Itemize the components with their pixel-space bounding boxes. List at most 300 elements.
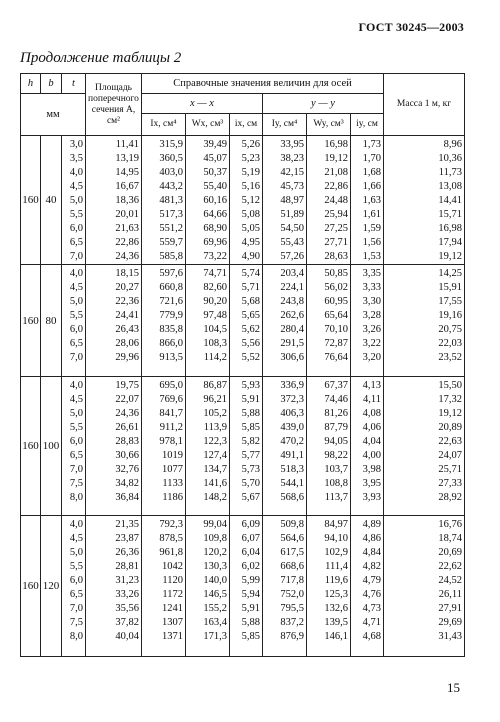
value-thickness: 6,0 [69,223,83,234]
value-mass: 20,75 [438,324,463,335]
value-ix-moment: 792,3 [159,519,183,530]
value-mass: 19,12 [438,251,463,262]
value-area: 36,84 [115,492,139,503]
value-mass: 17,32 [438,394,463,405]
value-wx-modulus: 113,9 [203,422,227,433]
value-ix-moment: 443,2 [159,181,183,192]
column-iy-moment [263,377,307,516]
column-thickness [62,136,86,265]
value-wy-modulus: 76,64 [324,352,348,363]
value-wx-modulus: 105,2 [203,408,227,419]
value-mass: 20,89 [438,422,463,433]
cell-h: 160 [21,136,41,265]
value-thickness: 5,0 [69,547,83,558]
value-iy-moment: 544,1 [280,478,304,489]
value-mass: 17,94 [438,237,463,248]
value-ix-moment: 841,7 [159,408,183,419]
value-ix-radius: 5,88 [241,408,260,419]
value-iy-moment: 876,9 [280,631,304,642]
value-wx-modulus: 155,2 [203,603,227,614]
value-ix-moment: 1120 [162,575,183,586]
value-area: 11,41 [115,139,139,150]
value-area: 32,76 [115,464,139,475]
standard-number: ГОСТ 30245—2003 [358,20,464,34]
value-ix-moment: 1186 [162,492,183,503]
value-iy-radius: 1,66 [362,181,382,192]
value-area: 28,83 [115,436,139,447]
value-thickness: 4,5 [69,394,83,405]
value-ix-radius: 5,74 [241,268,260,279]
value-mass: 19,12 [438,408,463,419]
value-wy-modulus: 21,08 [324,167,348,178]
value-wy-modulus: 103,7 [324,464,348,475]
value-ix-radius: 5,12 [241,195,260,206]
value-ix-radius: 5,65 [241,310,260,321]
value-area: 24,36 [115,251,139,262]
column-mass [384,265,465,377]
value-iy-radius: 1,68 [362,167,382,178]
value-thickness: 7,5 [69,617,83,628]
wy-modulus-header: Wy, см³ [307,114,351,136]
value-thickness: 5,5 [69,209,83,220]
value-ix-radius: 6,04 [241,547,260,558]
value-ix-radius: 5,73 [241,464,260,475]
value-thickness: 5,5 [69,561,83,572]
value-wy-modulus: 60,95 [324,296,348,307]
value-iy-moment: 57,26 [280,251,304,262]
value-iy-radius: 4,04 [362,436,382,447]
value-area: 31,23 [115,575,139,586]
value-iy-moment: 336,9 [280,380,304,391]
value-area: 29,96 [115,352,139,363]
value-iy-radius: 4,86 [362,533,382,544]
value-area: 40,04 [115,631,139,642]
cell-b: 120 [41,516,62,657]
value-iy-moment: 33,95 [280,139,304,150]
value-wy-modulus: 67,37 [324,380,348,391]
value-iy-radius: 3,33 [362,282,382,293]
value-thickness: 3,5 [69,153,83,164]
value-ix-radius: 5,71 [241,282,260,293]
column-iy-radius [351,265,384,377]
value-mass: 27,91 [438,603,463,614]
value-ix-radius: 5,91 [241,603,260,614]
value-thickness: 4,0 [69,519,83,530]
value-area: 26,43 [115,324,139,335]
value-wx-modulus: 127,4 [203,450,227,461]
value-ix-radius: 5,70 [241,478,260,489]
value-iy-radius: 3,35 [362,268,382,279]
value-iy-moment: 406,3 [280,408,304,419]
value-iy-radius: 4,11 [363,394,382,405]
col-b-header: b [41,74,62,94]
wx-modulus-header: Wx, см³ [186,114,230,136]
value-area: 18,15 [115,268,139,279]
value-iy-radius: 1,56 [362,237,382,248]
value-area: 24,41 [115,310,139,321]
value-area: 22,86 [115,237,139,248]
value-iy-moment: 280,4 [280,324,304,335]
col-h-header: h [21,74,41,94]
value-iy-moment: 45,73 [280,181,304,192]
value-wx-modulus: 96,21 [203,394,227,405]
value-iy-moment: 795,5 [280,603,304,614]
value-ix-moment: 559,7 [159,237,183,248]
profile-table [20,73,465,657]
value-mass: 24,52 [438,575,463,586]
axis-y-header: y — y [263,94,384,114]
value-wy-modulus: 50,85 [324,268,348,279]
value-iy-moment: 38,23 [280,153,304,164]
value-ix-radius: 5,08 [241,209,260,220]
value-mass: 19,16 [438,310,463,321]
value-ix-moment: 517,3 [159,209,183,220]
value-thickness: 5,0 [69,195,83,206]
value-thickness: 6,0 [69,436,83,447]
value-mass: 15,50 [438,380,463,391]
value-thickness: 7,0 [69,603,83,614]
value-iy-moment: 470,2 [280,436,304,447]
value-iy-moment: 203,4 [280,268,304,279]
value-mass: 22,63 [438,436,463,447]
value-area: 30,66 [115,450,139,461]
value-wy-modulus: 119,6 [324,575,348,586]
value-wx-modulus: 60,16 [203,195,227,206]
value-iy-radius: 1,53 [362,251,382,262]
column-mass [384,136,465,265]
value-thickness: 4,5 [69,282,83,293]
units-header: мм [21,94,86,136]
value-ix-radius: 6,07 [241,533,260,544]
cell-h: 160 [21,516,41,657]
page-number: 15 [447,680,460,695]
value-thickness: 5,0 [69,408,83,419]
value-ix-radius: 5,67 [241,492,260,503]
value-wy-modulus: 72,87 [324,338,348,349]
value-thickness: 4,5 [69,181,83,192]
column-mass [384,377,465,516]
column-thickness [62,377,86,516]
value-iy-moment: 717,8 [280,575,304,586]
value-ix-radius: 5,82 [241,436,260,447]
value-iy-radius: 3,95 [362,478,382,489]
value-thickness: 4,0 [69,380,83,391]
value-wx-modulus: 55,40 [203,181,227,192]
value-wx-modulus: 141,6 [203,478,227,489]
value-wy-modulus: 113,7 [324,492,348,503]
value-wy-modulus: 22,86 [324,181,348,192]
value-ix-moment: 585,8 [159,251,183,262]
value-area: 22,07 [115,394,139,405]
value-iy-moment: 224,1 [280,282,304,293]
value-ix-radius: 5,94 [241,589,260,600]
value-wx-modulus: 90,20 [203,296,227,307]
value-thickness: 7,0 [69,251,83,262]
value-ix-radius: 5,99 [241,575,260,586]
value-mass: 31,43 [438,631,463,642]
column-ix-moment [142,516,186,657]
value-thickness: 6,0 [69,324,83,335]
value-ix-moment: 481,3 [159,195,183,206]
value-thickness: 7,0 [69,464,83,475]
value-iy-radius: 1,63 [362,195,382,206]
value-iy-radius: 4,13 [362,380,382,391]
value-iy-moment: 51,89 [280,209,304,220]
value-wx-modulus: 171,3 [203,631,227,642]
value-ix-moment: 1241 [162,603,183,614]
iy-moment-header: Iy, см⁴ [263,114,307,136]
value-area: 26,36 [115,547,139,558]
value-iy-radius: 3,98 [362,464,382,475]
value-wx-modulus: 130,3 [203,561,227,572]
cell-b: 40 [41,136,62,265]
column-wx-modulus [186,136,230,265]
value-ix-radius: 5,19 [241,167,260,178]
value-thickness: 7,5 [69,478,83,489]
value-ix-moment: 769,6 [159,394,183,405]
value-ix-radius: 4,90 [241,251,260,262]
value-area: 16,67 [115,181,139,192]
value-wx-modulus: 134,7 [203,464,227,475]
value-wx-modulus: 97,48 [203,310,227,321]
value-area: 26,61 [115,422,139,433]
value-wx-modulus: 73,22 [203,251,227,262]
value-thickness: 5,0 [69,296,83,307]
value-mass: 26,11 [438,589,463,600]
column-area [86,516,142,657]
value-ix-moment: 660,8 [159,282,183,293]
value-mass: 10,36 [438,153,463,164]
value-iy-radius: 4,76 [362,589,382,600]
value-ix-moment: 1019 [162,450,183,461]
column-wy-modulus [307,377,351,516]
column-thickness [62,516,86,657]
value-thickness: 4,5 [69,533,83,544]
value-ix-radius: 5,88 [241,617,260,628]
value-wy-modulus: 28,63 [324,251,348,262]
value-mass: 13,08 [438,181,463,192]
value-mass: 8,96 [443,139,463,150]
value-wx-modulus: 64,66 [203,209,227,220]
value-wy-modulus: 94,10 [324,533,348,544]
column-ix-moment [142,377,186,516]
value-iy-moment: 54,50 [280,223,304,234]
value-wy-modulus: 87,79 [324,422,348,433]
value-iy-moment: 491,1 [280,450,304,461]
column-ix-radius [230,265,263,377]
value-wy-modulus: 27,71 [324,237,348,248]
value-ix-radius: 5,85 [241,422,260,433]
value-iy-radius: 4,79 [362,575,382,586]
value-mass: 23,52 [438,352,463,363]
value-iy-moment: 372,3 [280,394,304,405]
value-area: 20,01 [115,209,139,220]
value-ix-radius: 5,16 [241,181,260,192]
value-wx-modulus: 69,96 [203,237,227,248]
value-wy-modulus: 98,22 [324,450,348,461]
value-ix-moment: 1133 [162,478,183,489]
value-wx-modulus: 68,90 [203,223,227,234]
column-mass [384,516,465,657]
column-ix-radius [230,516,263,657]
value-thickness: 4,0 [69,167,83,178]
value-area: 20,27 [115,282,139,293]
value-ix-radius: 5,26 [241,139,260,150]
value-ix-moment: 1371 [162,631,183,642]
column-wx-modulus [186,265,230,377]
value-wx-modulus: 140,0 [203,575,227,586]
value-ix-radius: 6,02 [241,561,260,572]
value-iy-radius: 4,82 [362,561,382,572]
value-iy-moment: 291,5 [280,338,304,349]
value-wx-modulus: 148,2 [203,492,227,503]
ix-moment-header: Ix, см⁴ [142,114,186,136]
value-wy-modulus: 74,46 [324,394,348,405]
value-iy-radius: 3,20 [362,352,382,363]
value-wy-modulus: 94,05 [324,436,348,447]
value-wy-modulus: 56,02 [324,282,348,293]
cell-h: 160 [21,377,41,516]
value-area: 28,81 [115,561,139,572]
table-caption: Продолжение таблицы 2 [20,50,182,66]
value-wy-modulus: 132,6 [324,603,348,614]
value-wx-modulus: 122,3 [203,436,227,447]
value-wx-modulus: 99,04 [203,519,227,530]
value-wy-modulus: 102,9 [324,547,348,558]
value-mass: 28,92 [438,492,463,503]
column-iy-moment [263,136,307,265]
value-iy-moment: 752,0 [280,589,304,600]
column-iy-moment [263,516,307,657]
value-area: 22,36 [115,296,139,307]
value-mass: 18,74 [438,533,463,544]
value-wx-modulus: 86,87 [203,380,227,391]
value-area: 28,06 [115,338,139,349]
value-wy-modulus: 65,64 [324,310,348,321]
value-mass: 25,71 [438,464,463,475]
value-iy-moment: 306,6 [280,352,304,363]
value-thickness: 6,5 [69,589,83,600]
value-area: 33,26 [115,589,139,600]
value-mass: 29,69 [438,617,463,628]
value-area: 18,36 [115,195,139,206]
cell-b: 100 [41,377,62,516]
value-ix-moment: 1077 [162,464,183,475]
value-iy-moment: 439,0 [280,422,304,433]
value-wy-modulus: 24,48 [324,195,348,206]
value-mass: 15,71 [438,209,463,220]
cell-h: 160 [21,265,41,377]
col-t-header: t [62,74,86,94]
value-wx-modulus: 120,2 [203,547,227,558]
iy-radius-header: iy, см [351,114,384,136]
value-ix-radius: 4,95 [241,237,260,248]
value-iy-moment: 564,6 [280,533,304,544]
value-ix-radius: 5,93 [241,380,260,391]
column-iy-moment [263,265,307,377]
value-ix-radius: 5,85 [241,631,260,642]
value-wy-modulus: 146,1 [324,631,348,642]
value-iy-radius: 4,00 [362,450,382,461]
value-iy-moment: 42,15 [280,167,304,178]
value-ix-moment: 597,6 [159,268,183,279]
value-wx-modulus: 104,5 [203,324,227,335]
value-iy-radius: 4,73 [362,603,382,614]
value-wy-modulus: 19,12 [324,153,348,164]
value-mass: 22,62 [438,561,463,572]
value-mass: 20,69 [438,547,463,558]
column-area [86,265,142,377]
value-ix-moment: 1172 [162,589,183,600]
value-mass: 27,33 [438,478,463,489]
column-wy-modulus [307,136,351,265]
column-wx-modulus [186,377,230,516]
value-ix-radius: 5,68 [241,296,260,307]
value-iy-radius: 4,08 [362,408,382,419]
value-thickness: 6,0 [69,575,83,586]
value-iy-radius: 1,61 [362,209,382,220]
value-ix-radius: 5,23 [241,153,260,164]
ix-radius-header: ix, см [230,114,263,136]
value-iy-moment: 568,6 [280,492,304,503]
value-area: 19,75 [115,380,139,391]
value-mass: 24,07 [438,450,463,461]
value-mass: 16,98 [438,223,463,234]
value-ix-moment: 961,8 [159,547,183,558]
value-iy-radius: 3,22 [362,338,382,349]
column-iy-radius [351,136,384,265]
column-area [86,136,142,265]
reference-values-header: Справочные значения величин для осей [142,74,384,94]
value-ix-moment: 721,6 [159,296,183,307]
value-iy-radius: 4,68 [362,631,382,642]
column-ix-moment [142,265,186,377]
value-wx-modulus: 50,37 [203,167,227,178]
column-iy-radius [351,516,384,657]
value-wy-modulus: 27,25 [324,223,348,234]
value-wx-modulus: 108,3 [203,338,227,349]
value-ix-moment: 551,2 [159,223,183,234]
value-iy-moment: 617,5 [280,547,304,558]
value-ix-moment: 835,8 [159,324,183,335]
value-wy-modulus: 81,26 [324,408,348,419]
value-ix-moment: 878,5 [159,533,183,544]
value-mass: 22,03 [438,338,463,349]
value-ix-moment: 360,5 [159,153,183,164]
value-iy-radius: 4,71 [362,617,382,628]
value-wx-modulus: 39,49 [203,139,227,150]
value-mass: 15,91 [438,282,463,293]
value-mass: 14,25 [438,268,463,279]
value-ix-moment: 1042 [162,561,183,572]
value-wy-modulus: 111,4 [325,561,348,572]
cell-b: 80 [41,265,62,377]
value-thickness: 8,0 [69,492,83,503]
value-mass: 14,41 [438,195,463,206]
column-ix-moment [142,136,186,265]
value-ix-moment: 911,2 [159,422,183,433]
value-ix-moment: 779,9 [159,310,183,321]
value-ix-moment: 913,5 [159,352,183,363]
value-mass: 17,55 [438,296,463,307]
value-iy-moment: 243,8 [280,296,304,307]
column-area [86,377,142,516]
value-ix-radius: 5,56 [241,338,260,349]
value-ix-radius: 6,09 [241,519,260,530]
value-area: 14,95 [115,167,139,178]
value-thickness: 5,5 [69,310,83,321]
table-group-row [21,136,465,265]
